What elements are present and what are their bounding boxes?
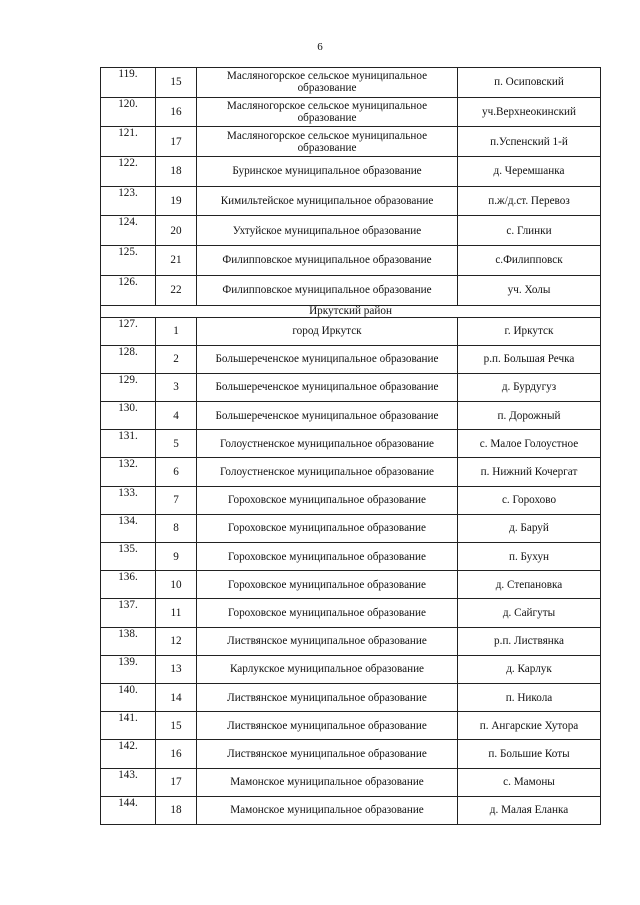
settlement-name: п. Дорожный — [458, 402, 601, 430]
table-row — [101, 796, 601, 824]
table-row — [101, 655, 601, 683]
row-subnumber: 2 — [156, 345, 197, 373]
table-row — [101, 543, 601, 571]
table-row — [101, 458, 601, 486]
settlement-name: п. Ангарские Хутора — [458, 712, 601, 740]
row-number: 123. — [101, 186, 156, 216]
row-number: 140. — [101, 683, 156, 711]
municipality-name: Голоустненское муниципальное образование — [197, 458, 458, 486]
settlement-name: с. Мамоны — [458, 768, 601, 796]
table-row — [101, 246, 601, 276]
municipality-name: Листвянское муниципальное образование — [197, 712, 458, 740]
municipality-name: Мамонское муниципальное образование — [197, 796, 458, 824]
row-number: 131. — [101, 430, 156, 458]
row-number: 126. — [101, 275, 156, 305]
table-row — [101, 157, 601, 187]
settlement-name: д. Бурдугуз — [458, 373, 601, 401]
municipality-name: Филипповское муниципальное образование — [197, 275, 458, 305]
table-row — [101, 373, 601, 401]
row-number: 138. — [101, 627, 156, 655]
municipality-name: Листвянское муниципальное образование — [197, 683, 458, 711]
row-subnumber: 9 — [156, 543, 197, 571]
municipality-name: Листвянское муниципальное образование — [197, 740, 458, 768]
row-subnumber: 4 — [156, 402, 197, 430]
row-number: 142. — [101, 740, 156, 768]
row-subnumber: 20 — [156, 216, 197, 246]
municipality-name: Филипповское муниципальное образование — [197, 246, 458, 276]
table-row — [101, 430, 601, 458]
row-subnumber: 19 — [156, 186, 197, 216]
table-row — [101, 599, 601, 627]
table-row — [101, 683, 601, 711]
row-number: 143. — [101, 768, 156, 796]
row-subnumber: 16 — [156, 740, 197, 768]
table-row — [101, 216, 601, 246]
row-subnumber: 7 — [156, 486, 197, 514]
row-subnumber: 10 — [156, 571, 197, 599]
municipality-name: Ухтуйское муниципальное образование — [197, 216, 458, 246]
municipality-name: Гороховское муниципальное образование — [197, 543, 458, 571]
municipality-name: город Иркутск — [197, 317, 458, 345]
table-row — [101, 486, 601, 514]
row-subnumber: 11 — [156, 599, 197, 627]
settlement-name: д. Малая Еланка — [458, 796, 601, 824]
municipality-name: Гороховское муниципальное образование — [197, 599, 458, 627]
settlement-name: с. Малое Голоустное — [458, 430, 601, 458]
municipality-name: Кимильтейское муниципальное образование — [197, 186, 458, 216]
municipality-name: Большереченское муниципальное образование — [197, 402, 458, 430]
table-row — [101, 345, 601, 373]
municipality-name: Масляногорское сельское муниципальное образование — [197, 127, 458, 157]
settlement-name: п. Никола — [458, 683, 601, 711]
settlement-name: п. Нижний Кочергат — [458, 458, 601, 486]
settlement-name: д. Степановка — [458, 571, 601, 599]
settlement-name: д. Карлук — [458, 655, 601, 683]
row-number: 133. — [101, 486, 156, 514]
municipality-name: Мамонское муниципальное образование — [197, 768, 458, 796]
row-number: 129. — [101, 373, 156, 401]
row-subnumber: 6 — [156, 458, 197, 486]
settlement-name: д. Баруй — [458, 514, 601, 542]
row-number: 139. — [101, 655, 156, 683]
table-row — [101, 317, 601, 345]
row-subnumber: 5 — [156, 430, 197, 458]
row-subnumber: 13 — [156, 655, 197, 683]
row-subnumber: 12 — [156, 627, 197, 655]
page-number: 6 — [317, 41, 323, 53]
section-title: Иркутский район — [101, 305, 601, 317]
settlement-name: р.п. Листвянка — [458, 627, 601, 655]
row-number: 121. — [101, 127, 156, 157]
table-body-group-1 — [101, 68, 601, 306]
table-row — [101, 275, 601, 305]
settlement-name: д. Черемшанка — [458, 157, 601, 187]
municipality-name: Гороховское муниципальное образование — [197, 571, 458, 599]
row-number: 127. — [101, 317, 156, 345]
row-number: 124. — [101, 216, 156, 246]
municipality-name: Большереченское муниципальное образование — [197, 373, 458, 401]
table-row — [101, 514, 601, 542]
row-subnumber: 1 — [156, 317, 197, 345]
row-subnumber: 21 — [156, 246, 197, 276]
row-number: 144. — [101, 796, 156, 824]
table-row — [101, 712, 601, 740]
row-number: 130. — [101, 402, 156, 430]
table-row — [101, 97, 601, 127]
row-subnumber: 17 — [156, 127, 197, 157]
row-number: 120. — [101, 97, 156, 127]
settlement-name: п. Бухун — [458, 543, 601, 571]
table-row — [101, 127, 601, 157]
row-number: 132. — [101, 458, 156, 486]
municipality-name: Карлукское муниципальное образование — [197, 655, 458, 683]
row-number: 134. — [101, 514, 156, 542]
row-number: 122. — [101, 157, 156, 187]
settlement-name: уч.Верхнеокинский — [458, 97, 601, 127]
settlement-name: р.п. Большая Речка — [458, 345, 601, 373]
row-number: 119. — [101, 68, 156, 98]
settlement-name: п.ж/д.ст. Перевоз — [458, 186, 601, 216]
row-number: 136. — [101, 571, 156, 599]
settlement-name: уч. Холы — [458, 275, 601, 305]
settlement-name: с.Филипповск — [458, 246, 601, 276]
row-subnumber: 15 — [156, 68, 197, 98]
municipality-name: Масляногорское сельское муниципальное образование — [197, 68, 458, 98]
row-subnumber: 22 — [156, 275, 197, 305]
settlement-name: с. Глинки — [458, 216, 601, 246]
row-subnumber: 16 — [156, 97, 197, 127]
municipality-name: Гороховское муниципальное образование — [197, 486, 458, 514]
row-subnumber: 17 — [156, 768, 197, 796]
table-row — [101, 627, 601, 655]
municipality-name: Листвянское муниципальное образование — [197, 627, 458, 655]
table-row — [101, 571, 601, 599]
table-row — [101, 68, 601, 98]
row-number: 125. — [101, 246, 156, 276]
settlement-name: д. Сайгуты — [458, 599, 601, 627]
row-subnumber: 3 — [156, 373, 197, 401]
municipality-name: Голоустненское муниципальное образование — [197, 430, 458, 458]
row-subnumber: 18 — [156, 796, 197, 824]
table-row — [101, 740, 601, 768]
settlement-name: г. Иркутск — [458, 317, 601, 345]
table-row — [101, 186, 601, 216]
municipality-name: Буринское муниципальное образование — [197, 157, 458, 187]
municipality-name: Гороховское муниципальное образование — [197, 514, 458, 542]
table-row — [101, 768, 601, 796]
row-subnumber: 18 — [156, 157, 197, 187]
settlement-name: п. Осиповский — [458, 68, 601, 98]
row-subnumber: 8 — [156, 514, 197, 542]
settlement-name: п.Успенский 1-й — [458, 127, 601, 157]
row-subnumber: 14 — [156, 683, 197, 711]
settlements-table — [100, 67, 601, 825]
row-subnumber: 15 — [156, 712, 197, 740]
section-row — [101, 305, 601, 317]
table-body-group-2 — [101, 317, 601, 824]
row-number: 141. — [101, 712, 156, 740]
municipality-name: Большереченское муниципальное образование — [197, 345, 458, 373]
row-number: 135. — [101, 543, 156, 571]
municipality-name: Масляногорское сельское муниципальное образование — [197, 97, 458, 127]
row-number: 137. — [101, 599, 156, 627]
settlement-name: п. Большие Коты — [458, 740, 601, 768]
section-header-body — [101, 305, 601, 317]
row-number: 128. — [101, 345, 156, 373]
settlement-name: с. Горохово — [458, 486, 601, 514]
table-row — [101, 402, 601, 430]
